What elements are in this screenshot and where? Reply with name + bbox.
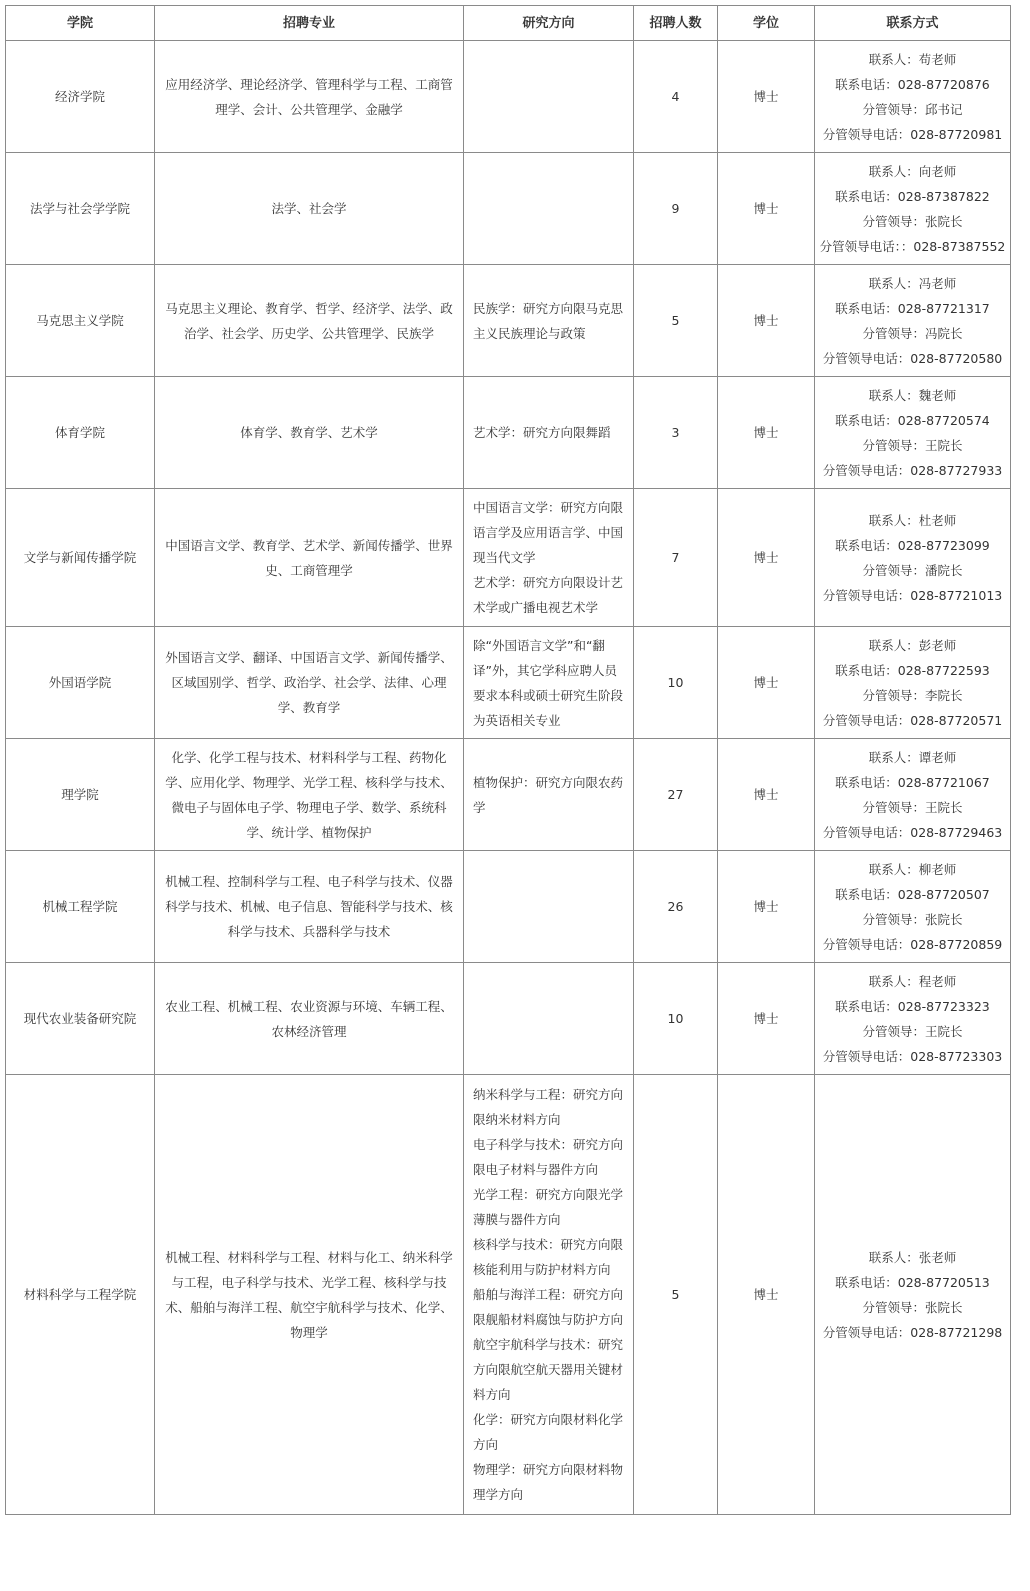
table-row [6, 1075, 1011, 1515]
table-row [6, 377, 1011, 489]
contact-line: 分管领导电话：028-87721298 [822, 1324, 1003, 1340]
cell-count: 3 [634, 377, 718, 489]
cell-majors: 机械工程、材料科学与工程、材料与化工、纳米科学与工程，电子科学与技术、光学工程、核科学与技术、船舶与海洋工程、航空宇航科学与技术、化学、物理学 [155, 1075, 464, 1515]
recruitment-table-container [5, 5, 1010, 1515]
contact-line: 联系人：魏老师 [868, 387, 957, 403]
contact-line: 分管领导电话：028-87723303 [822, 1048, 1003, 1064]
cell-majors: 化学、化学工程与技术、材料科学与工程、药物化学、应用化学、物理学、光学工程、核科学与技术、微电子与固体电子学、物理电子学、数学、系统科学、统计学、植物保护 [155, 739, 464, 851]
cell-contact [815, 489, 1011, 627]
cell-contact [815, 153, 1011, 265]
table-row [6, 41, 1011, 153]
cell-degree: 博士 [718, 489, 815, 627]
cell-majors: 中国语言文学、教育学、艺术学、新闻传播学、世界史、工商管理学 [155, 489, 464, 627]
header-directions: 研究方向 [464, 6, 634, 41]
contact-line: 联系电话：028-87720574 [835, 412, 990, 428]
contact-line: 分管领导：王院长 [862, 1023, 963, 1039]
cell-degree: 博士 [718, 739, 815, 851]
direction-line: 纳米科学与工程：研究方向限纳米材料方向 [473, 1087, 624, 1127]
table-row [6, 963, 1011, 1075]
cell-directions [464, 41, 634, 153]
header-degree: 学位 [718, 6, 815, 41]
cell-count: 4 [634, 41, 718, 153]
contact-line: 联系电话：028-87721067 [835, 774, 990, 790]
table-row [6, 153, 1011, 265]
cell-directions [464, 851, 634, 963]
cell-contact [815, 627, 1011, 739]
contact-line: 分管领导电话：：028-87387552 [819, 238, 1006, 254]
contact-line: 联系人：杜老师 [868, 512, 957, 528]
cell-college: 文学与新闻传播学院 [6, 489, 155, 627]
cell-degree: 博士 [718, 41, 815, 153]
contact-line: 分管领导电话：028-87720859 [822, 936, 1003, 952]
header-contact: 联系方式 [815, 6, 1011, 41]
cell-contact [815, 851, 1011, 963]
direction-line: 电子科学与技术：研究方向限电子材料与器件方向 [473, 1137, 624, 1177]
contact-line: 分管领导：王院长 [862, 437, 963, 453]
contact-line: 分管领导电话：028-87727933 [822, 462, 1003, 478]
contact-line: 分管领导：邱书记 [862, 101, 963, 117]
header-college: 学院 [6, 6, 155, 41]
cell-contact [815, 739, 1011, 851]
contact-line: 联系电话：028-87720876 [835, 76, 990, 92]
table-row [6, 739, 1011, 851]
contact-line: 分管领导电话：028-87721013 [822, 587, 1003, 603]
cell-majors: 外国语言文学、翻译、中国语言文学、新闻传播学、区域国别学、哲学、政治学、社会学、法律、心理学、教育学 [155, 627, 464, 739]
direction-line: 艺术学：研究方向限设计艺术学或广播电视艺术学 [473, 575, 624, 615]
cell-count: 10 [634, 963, 718, 1075]
cell-contact [815, 41, 1011, 153]
cell-college: 理学院 [6, 739, 155, 851]
cell-directions [464, 153, 634, 265]
contact-line: 联系人：苟老师 [868, 51, 957, 67]
cell-directions [464, 1075, 634, 1515]
contact-line: 分管领导电话：028-87720981 [822, 126, 1003, 142]
direction-line: 艺术学：研究方向限舞蹈 [473, 425, 611, 440]
cell-college: 体育学院 [6, 377, 155, 489]
header-majors: 招聘专业 [155, 6, 464, 41]
cell-directions [464, 489, 634, 627]
cell-count: 7 [634, 489, 718, 627]
direction-line: 植物保护：研究方向限农药学 [473, 774, 624, 815]
cell-degree: 博士 [718, 265, 815, 377]
cell-directions [464, 265, 634, 377]
table-row [6, 627, 1011, 739]
cell-contact [815, 1075, 1011, 1515]
cell-college: 机械工程学院 [6, 851, 155, 963]
cell-count: 5 [634, 265, 718, 377]
recruitment-table [5, 5, 1011, 1515]
cell-degree: 博士 [718, 153, 815, 265]
header-count: 招聘人数 [634, 6, 718, 41]
direction-line: 除“外国语言文学”和“翻译”外，其它学科应聘人员要求本科或硕士研究生阶段为英语相关专业 [473, 637, 624, 728]
contact-line: 分管领导：潘院长 [862, 562, 963, 578]
cell-college: 经济学院 [6, 41, 155, 153]
cell-contact [815, 963, 1011, 1075]
contact-line: 联系电话：028-87720507 [835, 886, 990, 902]
contact-line: 分管领导：王院长 [862, 799, 963, 815]
contact-line: 联系人：彭老师 [868, 637, 957, 653]
cell-majors: 农业工程、机械工程、农业资源与环境、车辆工程、农林经济管理 [155, 963, 464, 1075]
contact-line: 联系人：谭老师 [868, 749, 957, 765]
contact-line: 联系人：柳老师 [868, 861, 957, 877]
cell-count: 27 [634, 739, 718, 851]
cell-count: 10 [634, 627, 718, 739]
table-header-row [6, 6, 1011, 41]
contact-line: 联系人：向老师 [868, 163, 957, 179]
cell-count: 26 [634, 851, 718, 963]
direction-line: 化学：研究方向限材料化学方向 [473, 1412, 624, 1452]
table-row [6, 489, 1011, 627]
cell-majors: 应用经济学、理论经济学、管理科学与工程、工商管理学、会计、公共管理学、金融学 [155, 41, 464, 153]
contact-line: 联系电话：028-87722593 [835, 662, 990, 678]
contact-line: 联系电话：028-87387822 [835, 188, 990, 204]
cell-majors: 法学、社会学 [155, 153, 464, 265]
contact-line: 分管领导：冯院长 [862, 325, 963, 341]
contact-line: 联系电话：028-87723099 [835, 537, 990, 553]
cell-contact [815, 377, 1011, 489]
contact-line: 分管领导电话：028-87720580 [822, 350, 1003, 366]
cell-directions [464, 963, 634, 1075]
cell-college: 材料科学与工程学院 [6, 1075, 155, 1515]
contact-line: 分管领导：张院长 [862, 213, 963, 229]
contact-line: 联系电话：028-87721317 [835, 300, 990, 316]
cell-directions [464, 627, 634, 739]
cell-majors: 体育学、教育学、艺术学 [155, 377, 464, 489]
cell-college: 马克思主义学院 [6, 265, 155, 377]
contact-line: 分管领导电话：028-87720571 [822, 712, 1003, 728]
contact-line: 联系电话：028-87720513 [835, 1274, 990, 1290]
direction-line: 核科学与技术：研究方向限核能利用与防护材料方向 [473, 1237, 624, 1277]
table-row [6, 851, 1011, 963]
contact-line: 联系人：张老师 [868, 1249, 957, 1265]
contact-line: 分管领导：李院长 [862, 687, 963, 703]
direction-line: 民族学：研究方向限马克思主义民族理论与政策 [473, 300, 624, 341]
cell-degree: 博士 [718, 1075, 815, 1515]
cell-degree: 博士 [718, 851, 815, 963]
contact-line: 联系人：冯老师 [868, 275, 957, 291]
direction-line: 船舶与海洋工程：研究方向限舰船材料腐蚀与防护方向 [473, 1287, 624, 1327]
cell-degree: 博士 [718, 377, 815, 489]
cell-degree: 博士 [718, 627, 815, 739]
contact-line: 联系人：程老师 [868, 973, 957, 989]
cell-contact [815, 265, 1011, 377]
cell-degree: 博士 [718, 963, 815, 1075]
cell-college: 法学与社会学学院 [6, 153, 155, 265]
contact-line: 分管领导：张院长 [862, 1299, 963, 1315]
direction-line: 中国语言文学：研究方向限语言学及应用语言学、中国现当代文学 [473, 500, 624, 565]
cell-count: 9 [634, 153, 718, 265]
cell-college: 外国语学院 [6, 627, 155, 739]
direction-line: 物理学：研究方向限材料物理学方向 [473, 1462, 624, 1502]
cell-majors: 机械工程、控制科学与工程、电子科学与技术、仪器科学与技术、机械、电子信息、智能科学与技术、核科学与技术、兵器科学与技术 [155, 851, 464, 963]
direction-line: 航空宇航科学与技术：研究方向限航空航天器用关键材料方向 [473, 1337, 624, 1402]
cell-college: 现代农业装备研究院 [6, 963, 155, 1075]
contact-line: 分管领导：张院长 [862, 911, 963, 927]
table-body [6, 41, 1011, 1515]
contact-line: 分管领导电话：028-87729463 [822, 824, 1003, 840]
cell-count: 5 [634, 1075, 718, 1515]
contact-line: 联系电话：028-87723323 [835, 998, 990, 1014]
cell-directions [464, 377, 634, 489]
direction-line: 光学工程：研究方向限光学薄膜与器件方向 [473, 1187, 624, 1227]
table-row [6, 265, 1011, 377]
cell-majors: 马克思主义理论、教育学、哲学、经济学、法学、政治学、社会学、历史学、公共管理学、民族学 [155, 265, 464, 377]
cell-directions [464, 739, 634, 851]
